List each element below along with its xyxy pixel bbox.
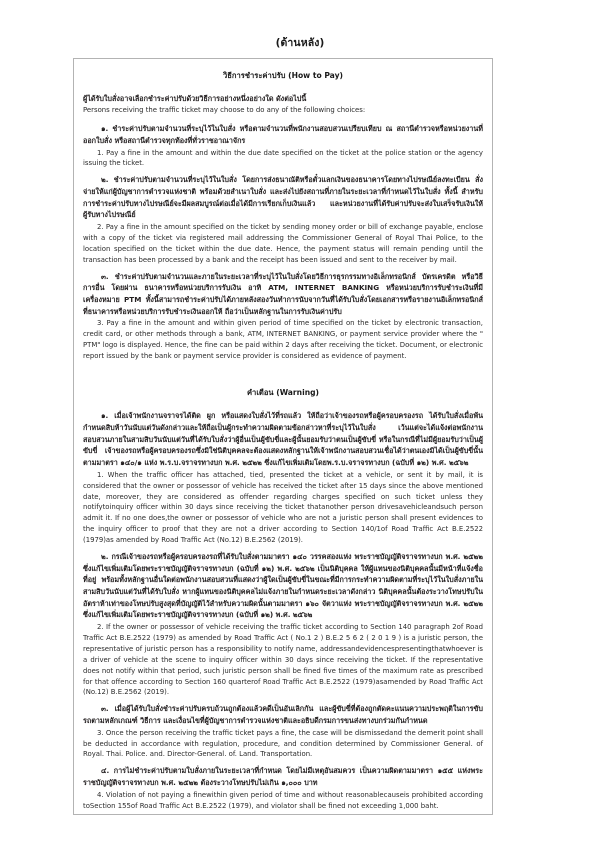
warning-item-4-thai: ๔. การไม่ชำระค่าปรับตามใบสั่งภายในระยะเวลาที่กำหนด โดยไม่มีเหตุอันสมควร เป็นความผิดตามมาตรา ๑๕๕ แห่งพระราชบัญญัติจราจรทางบก พ.ศ. ๒๕๒๒ ต้องระวางโทษปรับไม่เกิน ๑,๐๐๐ บาท <box>83 766 483 788</box>
warning-item-2 <box>83 551 483 698</box>
warning-item-4 <box>83 765 483 811</box>
ticket-back-frame <box>73 58 493 815</box>
how-to-pay-item-3-thai: ๓. ชำระค่าปรับตามจำนวนและภายในระยะเวลาที่ระบุไว้ในใบสั่งโดยวิธีการธุรกรรมทางอิเล็กทรอนิกส์ บัตรเครดิต หรือวิธีการอื่น โดยผ่าน ธนาคารหรือหน่วยบริการรับเงิน อาทิ ATM, INTERNET BANKING หรือหน่วยบริการรับชำระเงินที่มีเครื่องหมาย PTM ทั้งนี้สามารถชำระค่าปรับได้ภายหลังสองวันทำการนับจากวันที่ได้รับใบสั่งโดยเอกสารหรือรายงานอิเล็กทรอนิกส์ที่ธนาคารหรือหน่วยบริการรับชำระเงินออกให้ ถือว่าเป็นหลักฐานในการรับเงินค่าปรับ <box>83 271 483 316</box>
warning-item-1-thai: ๑. เมื่อเจ้าพนักงานจราจรได้ติด ผูก หรือแสดงใบสั่งไว้ที่รถแล้ว ให้ถือว่าเจ้าของรถหรือผู้ครอบครองรถ ได้รับใบสั่งเมื่อพ้นกำหนดสิบห้าวันนับแต่วันดังกล่าวและให้ถือเป็นผู้กระทำความผิดตามข้อกล่าวหาที่ระบุไว้ในใบสั่ง เว้นแต่จะได้แจ้งต่อพนักงานสอบสวนภายในสามสิบวันนับแต่วันที่ได้รับใบสั่งว่าผู้อื่นเป็นผู้ขับขี่และผู้นั้นยอมรับว่าตนเป็นผู้ขับขี่ หรือในกรณีที่ไม่มีผู้ยอมรับว่าเป็นผู้ขับขี่ เจ้าของรถหรือผู้ครอบครองรถซึ่งมิใช่นิติบุคคลจะต้องแสดงหลักฐานให้เจ้าพนักงานสอบสวนเชื่อได้ว่าตนเองมิได้เป็นผู้ขับขี่นั้นตามมาตรา ๑๔๐/๑ แห่ง พ.ร.บ.จราจรทางบก พ.ศ. ๒๕๒๒ ซึ่งแก้ไขเพิ่มเติมโดยพ.ร.บ.จราจรทางบก (ฉบับที่ ๑๒) พ.ศ. ๒๕๖๒ <box>83 411 483 468</box>
warning-item-1 <box>83 410 483 546</box>
page-title: (ด้านหลัง) <box>275 37 325 49</box>
warning-item-4-english: 4. Violation of not paying a finewithin given period of time and without reasonablecauseis prohibited according toSection 155of Road Traffic Act B.E.2522 (1979), and violator shall be fined not exceeding 1,000 baht. <box>83 790 483 810</box>
how-to-pay-lead-thai: ผู้ได้รับใบสั่งอาจเลือกชำระค่าปรับด้วยวิธีการอย่างหนึ่งอย่างใด ดังต่อไปนี้ <box>83 93 307 103</box>
warning-heading: คำเตือน (Warning) <box>246 387 320 397</box>
how-to-pay-lead-english: Persons receiving the traffic ticket may choose to do any of the following choices: <box>83 106 366 115</box>
how-to-pay-item-2-english: 2. Pay a fine in the amount specified on the ticket by sending money order or bill of exchange payable, enclose with a copy of the ticket via registered mail addressing the Commissioner General of Royal Thai Police, to the location specified on the ticket within the due date. Hence, the payment status will remain pending until the transaction has been processed by a bank and the receipt has been issued and sent to the receiver by mail. <box>83 222 483 264</box>
warning-item-1-english: 1. When the traffic officer has attached, tied, presented the ticket at a vehicle, or sent it by mail, it is considered that the owner or possessor of vehicle has received the ticket after 15 days since the above mentioned date, moreover, they are considered as offender regarding charges specified on such ticket unless they notifytoinquiry officer within 30 days since receiving the ticket thatanother person drivesavehicleandsuch person admit it. If no one does,the owner or possessor of vehicle who are not a juristic person shall present evidences to the inquiry officer to proof that they are not a driver according to Section 140/1of Road Traffic Act B.E.2522 (1979)as amended by Road Traffic Act (No.12) B.E.2562 (2019). <box>83 470 483 545</box>
warning-item-3-english: 3. Once the person receiving the traffic ticket pays a fine, the case will be dismissedand the demerit point shall be deducted in accordance with regulation, procedure, and condition determined by Commissioner General. of Royal. Thai. Police. and. Director-General. of. Land. Transportation. <box>83 728 483 759</box>
how-to-pay-item-3 <box>83 271 483 362</box>
how-to-pay-item-2-thai: ๒. ชำระค่าปรับตามจำนวนที่ระบุไว้ในใบสั่ง โดยการส่งธนาณัติหรือตั๋วแลกเงินของธนาคารโดยทางไปรษณีย์ลงทะเบียน สั่งจ่ายให้แก่ผู้บัญชาการตำรวจแห่งชาติ พร้อมด้วยสำเนาใบสั่ง และส่งไปยังสถานที่ภายในระยะเวลาที่กำหนดไว้ในใบสั่ง ทั้งนี้ สำหรับการชำระค่าปรับทางไปรษณีย์จะมีผลสมบูรณ์ต่อเมื่อได้มีการเรียกเก็บเงินแล้ว และหน่วยงานที่ได้รับค่าปรับจะส่งใบเสร็จรับเงินให้ผู้รับทางไปรษณีย์ <box>83 175 483 220</box>
how-to-pay-heading: วิธีการชำระค่าปรับ (How to Pay) <box>223 71 343 80</box>
how-to-pay-item-1 <box>83 123 483 169</box>
how-to-pay-item-1-thai: ๑. ชำระค่าปรับตามจำนวนที่ระบุไว้ในใบสั่ง หรือตามจำนวนที่พนักงานสอบสวนเปรียบเทียบ ณ สถานีตำรวจหรือหน่วยงานที่ออกใบสั่ง หรือสถานีตำรวจทุกท้องที่ทั่วราชอาณาจักร <box>83 124 483 145</box>
warning-item-2-english: 2. If the owner or possessor of vehicle receiving the traffic ticket according to Section 140 paragraph 2of Road Traffic Act B.E.2522 (1979) as amended by Road Traffic Act ( No.1 2 ) B.E.2 5 6 2 ( 2 0 1 9 ) is a juristic person, the representative of juristic person has a responsibility to notify name, addressandevidencespresentingthatwhoever is a driver of vehicle at the scene to inquiry officer within 30 days since receiving the ticket. If the representative does not notify within that period, such juristic person shall be fined five times of the maximum rate as prescribed for that offence according to Section 160 quarterof Road Traffic Act B.E.2522 (1979)asamended by Road Traffic Act (No.12) B.E.2562 (2019). <box>83 623 483 697</box>
warning-item-3-thai: ๓. เมื่อผู้ได้รับใบสั่งชำระค่าปรับครบถ้วนถูกต้องแล้วคดีเป็นอันเลิกกัน และผู้ขับขี่ที่ต้องถูกตัดคะแนนความประพฤติในการขับรถตามหลักเกณฑ์ วิธีการ และเงื่อนไขที่ผู้บัญชาการตำรวจแห่งชาติและอธิบดีกรมการขนส่งทางบกร่วมกันกำหนด <box>83 704 483 725</box>
warning-item-3 <box>83 703 483 760</box>
how-to-pay-item-2 <box>83 174 483 265</box>
how-to-pay-item-1-english: 1. Pay a fine in the amount and within the due date specified on the ticket at the police station or the agency issuing the ticket. <box>83 148 483 168</box>
warning-item-2-thai: ๒. กรณีเจ้าของรถหรือผู้ครอบครองรถที่ได้รับใบสั่งตามมาตรา ๑๔๐ วรรคสองแห่ง พระราชบัญญัติจราจรทางบก พ.ศ. ๒๕๒๒ ซึ่งแก้ไขเพิ่มเติมโดยพระราชบัญญัติจราจรทางบก (ฉบับที่ ๑๒) พ.ศ. ๒๕๖๒ เป็นนิติบุคคล ให้ผู้แทนของนิติบุคคลนั้นมีหน้าที่แจ้งชื่อ ที่อยู่ พร้อมทั้งหลักฐานอื่นใดต่อพนักงานสอบสวนที่แสดงว่าผู้ใดเป็นผู้ขับขี่ในขณะที่มีการกระทำความผิดตามที่ระบุไว้ในใบสั่งภายในสามสิบวันนับแต่วันที่ได้รับใบสั่ง หากผู้แทนของนิติบุคคลไม่แจ้งภายในกำหนดระยะเวลาดังกล่าว นิติบุคคลนั้นต้องระวางโทษปรับในอัตราห้าเท่าของโทษปรับสูงสุดที่บัญญัติไว้สำหรับความผิดนั้นตามมาตรา ๑๖๐ จัตวาแห่ง พระราชบัญญัติจราจรทางบก พ.ศ. ๒๕๒๒ ซึ่งแก้ไขเพิ่มเติมโดยพระราชบัญญัติจราจรทางบก (ฉบับที่ ๑๒) พ.ศ. ๒๕๖๒ <box>83 552 483 620</box>
how-to-pay-item-3-english: 3. Pay a fine in the amount and within given period of time specified on the ticket by electronic transaction, credit card, or other methods through a bank, ATM, INTERNET BANKING, or payment service provider where the " PTM" logo is displayed. Hence, the fine can be paid within 2 days after receiving the ticket. Document, or electronic report issued by the bank or payment service provider is considered as evidence of payment. <box>83 319 483 360</box>
